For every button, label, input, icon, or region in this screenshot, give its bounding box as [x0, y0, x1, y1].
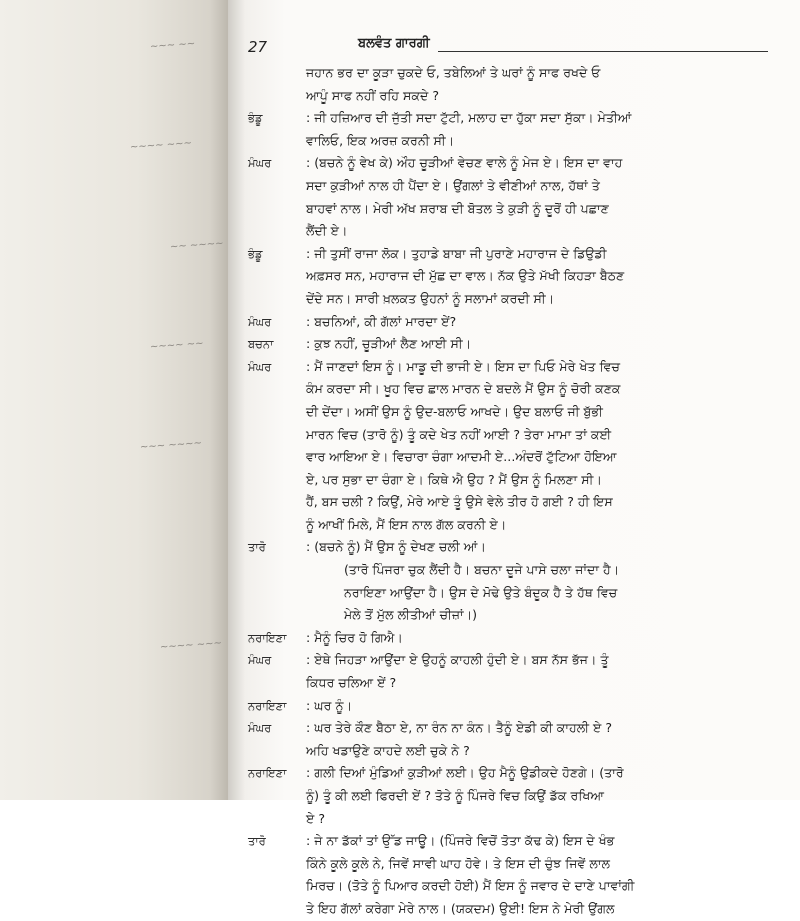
dialogue-text — [306, 627, 778, 650]
text-line: : ਬਚਨਿਆਂ, ਕੀ ਗੱਲਾਂ ਮਾਰਦਾ ਏਂ? — [306, 313, 457, 329]
text-line: : ਮੈਨੂੰ ਚਿਰ ਹੋ ਗਿਐ। — [306, 629, 403, 645]
dialogue-entry — [248, 717, 778, 762]
text-line: ਵਾਲਿਓ, ਇਕ ਅਰਜ਼ ਕਰਨੀ ਸੀ। — [306, 132, 455, 148]
dialogue-text — [306, 717, 778, 762]
text-line: ਅਹਿ ਖਡਾਉਣੇ ਕਾਹਦੇ ਲਈ ਚੁਕੇ ਨੇ ? — [306, 742, 470, 758]
text-line: ਵਾਰ ਆਇਆ ਏ। ਵਿਚਾਰਾ ਚੰਗਾ ਆਦਮੀ ਏ...ਅੰਦਰੋਂ ਟੁੱਟਿਆ ਹੋਇਆ — [306, 449, 617, 465]
stage-direction: ਮੇਲੇ ਤੋਂ ਮੁੱਲ ਲੀਤੀਆਂ ਚੀਜ਼ਾਂ।) — [344, 607, 478, 623]
speaker-name: ਮੰਘਰ — [248, 156, 272, 171]
stage-direction: ਨਰਾਇਣਾ ਆਉਂਦਾ ਹੈ। ਉਸ ਦੇ ਮੋਢੇ ਉਤੇ ਬੰਦੂਕ ਹੈ ਤੇ ਹੱਥ ਵਿਚ — [344, 584, 618, 600]
dialogue-entry — [248, 62, 778, 107]
text-line: : ਕੁਝ ਨਹੀਂ, ਚੂੜੀਆਂ ਲੈਣ ਆਈ ਸੀ। — [306, 336, 472, 352]
dialogue-text — [306, 536, 778, 626]
text-line: ਮਿਰਚ। (ਤੋਤੇ ਨੂੰ ਪਿਆਰ ਕਰਦੀ ਹੋਈ) ਮੈਂ ਇਸ ਨੂੰ ਜਵਾਰ ਦੇ ਦਾਣੇ ਪਾਵਾਂਗੀ — [306, 878, 635, 894]
text-line: : ਘਰ ਤੇਰੇ ਕੌਣ ਬੈਠਾ ਏ, ਨਾ ਰੰਨ ਨਾ ਕੰਨ। ਤੈਨੂੰ ਏਡੀ ਕੀ ਕਾਹਲੀ ਏ ? — [306, 720, 613, 736]
facing-page-edge: ~~~ ~~ ~~~~ ~~~ ~~ ~~~~ ~~~~ ~~ ~~~ ~~~~ ~~~~ ~~~ — [0, 0, 228, 800]
speaker-name: ਭੰਡੂ — [248, 246, 263, 261]
dialogue-entry — [248, 311, 778, 334]
speaker-name: ਤਾਰੋ — [248, 834, 266, 849]
speaker-name: ਭੰਡੂ — [248, 111, 263, 126]
play-text — [248, 62, 778, 921]
speaker-name: ਨਰਾਇਣਾ — [248, 630, 287, 645]
dialogue-entry — [248, 536, 778, 626]
dialogue-entry — [248, 152, 778, 242]
dialogue-text — [306, 243, 778, 311]
book-page — [228, 0, 800, 916]
speaker-name: ਬਚਨਾ — [248, 337, 274, 352]
dialogue-entry — [248, 649, 778, 694]
text-line: : ਏਥੇ ਜਿਹੜਾ ਆਉਂਦਾ ਏ ਉਹਨੂੰ ਕਾਹਲੀ ਹੁੰਦੀ ਏ। ਬਸ ਨੱਸ ਭੱਜ। ਤੂੰ — [306, 652, 609, 668]
text-line: : (ਬਚਨੇ ਨੂੰ ਵੇਖ ਕੇ) ਔਹ ਚੂੜੀਆਂ ਵੇਚਣ ਵਾਲੇ ਨੂੰ ਮੇਜ ਏ। ਇਸ ਦਾ ਵਾਹ — [306, 155, 623, 171]
dialogue-text — [306, 107, 778, 152]
page-header — [248, 36, 768, 58]
dialogue-entry — [248, 762, 778, 830]
running-head: ਬਲਵੰਤ ਗਾਰਗੀ — [358, 36, 430, 51]
text-line: ਨੂੰ) ਤੂੰ ਕੀ ਲਈ ਫਿਰਦੀ ਏਂ ? ਤੋਤੇ ਨੂੰ ਪਿੰਜਰੇ ਵਿਚ ਕਿਉਂ ਡੱਕ ਰਖਿਆ — [306, 788, 605, 803]
dialogue-text — [306, 333, 778, 356]
dialogue-entry — [248, 695, 778, 718]
dialogue-text — [306, 762, 778, 830]
text-line: : ਜੇ ਨਾ ਡੱਕਾਂ ਤਾਂ ਉੱਡ ਜਾਊ। (ਪਿੰਜਰੇ ਵਿਚੋਂ ਤੋਤਾ ਕੱਢ ਕੇ) ਇਸ ਦੇ ਖੰਭ — [306, 833, 615, 849]
dialogue-entry — [248, 333, 778, 356]
dialogue-entry — [248, 356, 778, 537]
dialogue-entry — [248, 243, 778, 311]
dialogue-entry — [248, 107, 778, 152]
dialogue-text — [306, 152, 778, 242]
text-line: ਕਿੰਨੇ ਕੂਲੇ ਕੂਲੇ ਨੇ, ਜਿਵੇਂ ਸਾਵੀ ਘਾਹ ਹੋਵੇ। ਤੇ ਇਸ ਦੀ ਚੁੰਝ ਜਿਵੇਂ ਲਾਲ — [306, 855, 610, 871]
text-line: ਦੀ ਦੇਂਦਾ। ਅਸੀਂ ਉਸ ਨੂੰ ਉਦ-ਬਲਾਓ ਆਖਦੇ। ਉਦ ਬਲਾਓ ਜੀ ਬੁੱਭੀ — [306, 403, 603, 419]
dialogue-text — [306, 830, 778, 920]
text-line: ਆਪੂੰ ਸਾਫ ਨਹੀਂ ਰਹਿ ਸਕਦੇ ? — [306, 87, 440, 103]
speaker-name: ਮੰਘਰ — [248, 359, 272, 374]
speaker-name: ਮੰਘਰ — [248, 721, 272, 736]
speaker-name: ਤਾਰੋ — [248, 540, 266, 555]
text-line: ਜਹਾਨ ਭਰ ਦਾ ਕੂੜਾ ਚੁਕਦੇ ਓ, ਤਬੇਲਿਆਂ ਤੇ ਘਰਾਂ ਨੂੰ ਸਾਫ ਰਖਦੇ ਓ — [306, 65, 601, 80]
text-line: ਮਾਰਨ ਵਿਚ (ਤਾਰੋ ਨੂੰ) ਤੂੰ ਕਦੇ ਖੇਤ ਨਹੀਂ ਆਈ ? ਤੇਰਾ ਮਾਮਾ ਤਾਂ ਕਈ — [306, 426, 612, 442]
text-line: ਬਾਹਵਾਂ ਨਾਲ। ਮੇਰੀ ਅੱਖ ਸ਼ਰਾਬ ਦੀ ਬੋਤਲ ਤੇ ਕੁੜੀ ਨੂੰ ਦੂਰੋਂ ਹੀ ਪਛਾਣ — [306, 200, 609, 216]
dialogue-entry — [248, 830, 778, 920]
text-line: ਲੈਂਦੀ ਏ। — [306, 223, 348, 239]
dialogue-entry — [248, 627, 778, 650]
header-rule — [438, 51, 768, 52]
text-line: ਅਫ਼ਸਰ ਸਨ, ਮਹਾਰਾਜ ਦੀ ਮੁੱਛ ਦਾ ਵਾਲ। ਨੱਕ ਉਤੇ ਮੱਖੀ ਕਿਹੜਾ ਬੈਠਣ — [306, 268, 625, 284]
text-line: ਕਿਧਰ ਚਲਿਆ ਏਂ ? — [306, 675, 397, 691]
stage-direction: (ਤਾਰੋ ਪਿੰਜਰਾ ਚੁਕ ਲੈਂਦੀ ਹੈ। ਬਚਨਾ ਦੂਜੇ ਪਾਸੇ ਚਲਾ ਜਾਂਦਾ ਹੈ। — [344, 562, 620, 578]
text-line: ਹੈਂ, ਬਸ ਚਲੀ ? ਕਿਉਂ, ਮੇਰੇ ਆਏ ਤੂੰ ਉਸੇ ਵੇਲੇ ਤੀਰ ਹੋ ਗਈ ? ਹੀ ਇਸ — [306, 494, 613, 510]
dialogue-text — [306, 356, 778, 537]
speaker-name: ਨਰਾਇਣਾ — [248, 766, 287, 781]
text-line: : (ਬਚਨੇ ਨੂੰ) ਮੈਂ ਉਸ ਨੂੰ ਦੇਖਣ ਚਲੀ ਆਂ। — [306, 539, 487, 555]
dialogue-text — [306, 311, 778, 334]
speaker-name: ਨਰਾਇਣਾ — [248, 698, 287, 713]
text-line: ਏ ? — [306, 810, 326, 826]
text-line: ਦੇਂਦੇ ਸਨ। ਸਾਰੀ ਖ਼ਲਕਤ ਉਹਨਾਂ ਨੂੰ ਸਲਾਮਾਂ ਕਰਦੀ ਸੀ। — [306, 290, 555, 306]
text-line: : ਜੀ ਤੁਸੀਂ ਰਾਜਾ ਲੋਕ। ਤੁਹਾਡੇ ਬਾਬਾ ਜੀ ਪੁਰਾਣੇ ਮਹਾਰਾਜ ਦੇ ਡਿਉਡੀ — [306, 245, 607, 261]
text-line: : ਗਲੀ ਦਿਆਂ ਮੁੰਡਿਆਂ ਕੁੜੀਆਂ ਲਈ। ਉਹ ਮੈਨੂੰ ਉਡੀਕਦੇ ਹੋਣਗੇ। (ਤਾਰੋ — [306, 765, 624, 781]
dialogue-text — [306, 695, 778, 718]
text-line: ਏ, ਪਰ ਸੁਭਾ ਦਾ ਚੰਗਾ ਏ। ਕਿਥੇ ਐ ਉਹ ? ਮੈਂ ਉਸ ਨੂੰ ਮਿਲਣਾ ਸੀ। — [306, 471, 602, 487]
speaker-name: ਮੰਘਰ — [248, 653, 272, 668]
text-line: ਤੇ ਇਹ ਗੱਲਾਂ ਕਰੇਗਾ ਮੇਰੇ ਨਾਲ। (ਯਕਦਮ) ਉਈ! ਇਸ ਨੇ ਮੇਰੀ ਉਂਗਲ — [306, 900, 615, 916]
text-line: : ਜੀ ਹਜ਼ਿਆਰ ਦੀ ਜੁੱਤੀ ਸਦਾ ਟੁੱਟੀ, ਮਲਾਹ ਦਾ ਹੁੱਕਾ ਸਦਾ ਸੁੱਕਾ। ਮੇਤੀਆਂ — [306, 110, 632, 126]
text-line: : ਘਰ ਨੂੰ। — [306, 697, 353, 713]
text-line: ਨੂੰ ਆਖੀਂ ਮਿਲੇ, ਮੈਂ ਇਸ ਨਾਲ ਗੱਲ ਕਰਨੀ ਏ। — [306, 516, 507, 532]
text-line: : ਮੈਂ ਜਾਣਦਾਂ ਇਸ ਨੂੰ। ਮਾਡੂ ਦੀ ਭਾਜੀ ਏ। ਇਸ ਦਾ ਪਿਓ ਮੇਰੇ ਖੇਤ ਵਿਚ — [306, 358, 620, 374]
speaker-name: ਮੰਘਰ — [248, 314, 272, 329]
dialogue-text — [306, 62, 778, 107]
text-line: ਕੰਮ ਕਰਦਾ ਸੀ। ਖੂਹ ਵਿਚ ਛਾਲ ਮਾਰਨ ਦੇ ਬਦਲੇ ਮੈਂ ਉਸ ਨੂੰ ਚੋਰੀ ਕਣਕ — [306, 381, 621, 397]
dialogue-text — [306, 649, 778, 694]
text-line: ਸਦਾ ਕੁੜੀਆਂ ਨਾਲ ਹੀ ਪੈਂਦਾ ਏ। ਉਂਗਲਾਂ ਤੇ ਵੀਣੀਆਂ ਨਾਲ, ਹੱਥਾਂ ਤੇ — [306, 177, 600, 193]
page-number: 27 — [248, 38, 268, 56]
